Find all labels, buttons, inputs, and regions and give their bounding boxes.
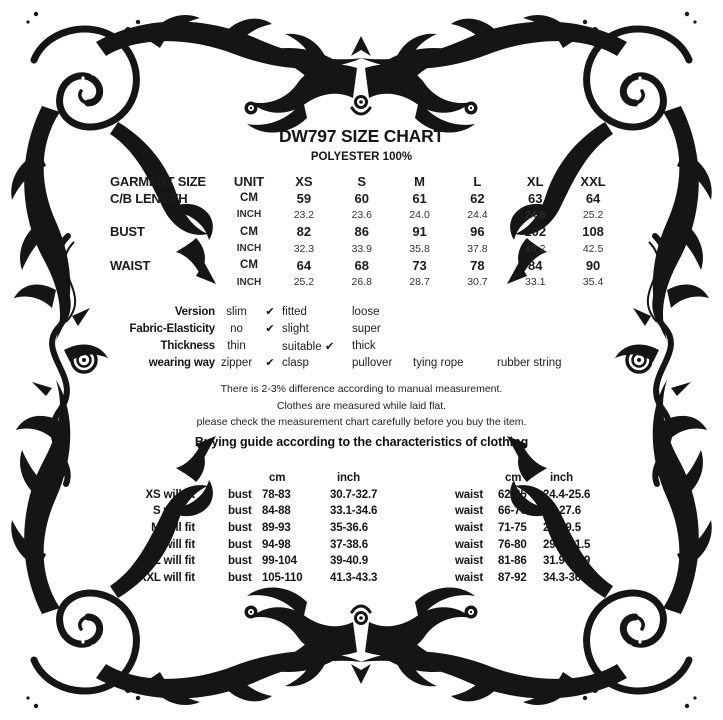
size-fit-label: XL will fit <box>146 555 195 568</box>
value-cell: 24.8 <box>525 208 546 221</box>
column-header-xl: XL <box>526 173 544 189</box>
feature-cell: tying rope <box>413 356 464 369</box>
buying-guide-heading: Buying guide according to the characteristics of clothing <box>194 434 529 449</box>
value-cell: 59 <box>296 190 312 206</box>
row-label: WAIST <box>110 257 151 273</box>
feature-cell: loose <box>352 305 380 318</box>
value-cell: 24.4 <box>467 208 488 221</box>
value-cell: 28.7 <box>409 276 430 289</box>
top-center-ornament <box>245 34 478 133</box>
waist-inch-value: 31.9-33.9 <box>543 555 591 568</box>
waist-inch-value: 28-29.5 <box>543 522 581 535</box>
buying-guide-table <box>109 470 620 586</box>
features-table <box>60 303 622 371</box>
column-header-s: S <box>357 173 367 189</box>
feature-cell: pullover <box>352 356 393 369</box>
feature-cell: no <box>230 322 243 335</box>
value-cell: 62 <box>470 190 485 206</box>
value-cell: 25.2 <box>293 276 315 289</box>
value-cell: 35.4 <box>582 276 604 289</box>
bust-cm-value: 84-88 <box>262 505 291 518</box>
size-fit-label: XS will fit <box>145 488 195 501</box>
value-cell: 23.6 <box>351 208 372 221</box>
bust-inch-value: 33.1-34.6 <box>330 505 378 518</box>
feature-cell: thin <box>227 339 246 352</box>
note-line: Clothes are measured while laid flat. <box>276 399 447 412</box>
feature-cell: zipper <box>220 356 253 369</box>
feature-label: Thickness <box>160 339 215 352</box>
waist-label: waist <box>455 555 484 568</box>
value-cell: 68 <box>354 257 369 273</box>
value-cell: 61 <box>412 190 427 206</box>
waist-inch-value: 26-27.6 <box>543 505 581 518</box>
feature-cell: slim <box>226 305 247 318</box>
bust-label: bust <box>228 522 252 535</box>
value-cell: 84 <box>528 257 543 273</box>
check-icon: ✔ <box>265 305 275 318</box>
column-header-waist-cm: cm <box>505 472 522 485</box>
column-header-garment-size: GARMENT SIZE <box>110 173 206 189</box>
value-cell: 91 <box>412 224 427 240</box>
bust-inch-value: 37-38.6 <box>330 538 368 551</box>
value-cell: 33.9 <box>351 242 372 255</box>
size-fit-label: XXL will fit <box>138 571 195 584</box>
value-cell: 64 <box>296 257 312 273</box>
bust-inch-value: 35-36.6 <box>330 522 368 535</box>
value-cell: 60 <box>354 190 369 206</box>
column-header-xs: XS <box>295 173 313 189</box>
value-cell: 73 <box>412 257 427 273</box>
size-table <box>105 173 622 291</box>
bottom-center-ornament <box>245 587 478 686</box>
feature-cell: thick <box>352 339 376 352</box>
bust-cm-value: 99-104 <box>262 555 297 568</box>
waist-inch-value: 24.4-25.6 <box>543 488 591 501</box>
row-label: BUST <box>110 224 145 240</box>
value-cell: 30.7 <box>467 276 488 289</box>
size-fit-label: L will fit <box>153 538 195 551</box>
feature-cell: slight <box>282 322 309 335</box>
waist-inch-value: 34.3-36.2 <box>543 571 591 584</box>
bust-inch-value: 30.7-32.7 <box>330 488 378 501</box>
bust-label: bust <box>228 488 252 501</box>
bust-label: bust <box>228 571 252 584</box>
unit-cell: INCH <box>236 276 262 288</box>
value-cell: 108 <box>582 224 604 240</box>
bust-label: bust <box>228 505 252 518</box>
row-label: C/B LENGTH <box>110 190 188 206</box>
column-header-l: L <box>473 173 482 189</box>
value-cell: 86 <box>354 224 369 240</box>
waist-inch-value: 29.9-31.5 <box>543 538 591 551</box>
value-cell: 40.2 <box>525 242 546 255</box>
value-cell: 96 <box>470 224 485 240</box>
measurement-notes <box>0 381 723 450</box>
value-cell: 64 <box>585 190 601 206</box>
waist-label: waist <box>455 571 484 584</box>
bust-cm-value: 105-110 <box>262 571 303 584</box>
value-cell: 82 <box>296 224 312 240</box>
column-header-bust-inch: inch <box>337 472 361 485</box>
waist-cm-value: 66-70 <box>498 505 527 518</box>
bust-cm-value: 89-93 <box>262 522 291 535</box>
value-cell: 90 <box>585 257 601 273</box>
column-header-m: M <box>414 173 425 189</box>
feature-cell: super <box>352 322 381 335</box>
waist-cm-value: 87-92 <box>498 571 527 584</box>
page-title: DW797 SIZE CHART <box>278 126 444 146</box>
value-cell: 102 <box>524 224 547 240</box>
waist-label: waist <box>455 538 484 551</box>
bust-cm-value: 94-98 <box>262 538 291 551</box>
feature-label: Version <box>174 305 215 318</box>
feature-cell-with-check: suitable ✔ <box>282 340 335 353</box>
waist-label: waist <box>455 505 484 518</box>
unit-cell: INCH <box>236 209 262 221</box>
bust-label: bust <box>228 538 252 551</box>
column-header-waist-inch: inch <box>550 472 574 485</box>
feature-cell: clasp <box>282 356 309 369</box>
value-cell: 24.0 <box>409 208 430 221</box>
waist-cm-value: 76-80 <box>498 538 527 551</box>
feature-cell: fitted <box>282 305 307 318</box>
note-line: please check the measurement chart carefully before you buy the item. <box>196 416 527 428</box>
value-cell: 25.2 <box>582 208 604 221</box>
waist-cm-value: 71-75 <box>498 522 527 535</box>
unit-cell: INCH <box>236 243 262 255</box>
waist-label: waist <box>455 522 484 535</box>
unit-cell: CM <box>240 259 258 272</box>
column-header-unit: UNIT <box>233 173 265 189</box>
waist-cm-value: 81-86 <box>498 555 527 568</box>
feature-label: Fabric-Elasticity <box>129 322 215 335</box>
column-header-bust-cm: cm <box>269 472 286 485</box>
value-cell: 63 <box>528 190 543 206</box>
value-cell: 78 <box>470 257 485 273</box>
unit-cell: CM <box>240 192 258 205</box>
check-icon: ✔ <box>265 322 275 335</box>
value-cell: 32.3 <box>293 242 315 255</box>
value-cell: 35.8 <box>409 242 430 255</box>
column-header-xxl: XXL <box>580 173 606 189</box>
feature-cell: rubber string <box>497 356 562 369</box>
unit-cell: CM <box>240 225 258 238</box>
bust-cm-value: 78-83 <box>262 488 291 501</box>
feature-label: wearing way <box>148 356 215 369</box>
size-fit-label: S will fit <box>153 505 195 518</box>
note-line: There is 2-3% difference according to manual measurement. <box>220 383 503 395</box>
bust-inch-value: 39-40.9 <box>330 555 368 568</box>
waist-cm-value: 62-65 <box>498 488 527 501</box>
size-fit-label: M will fit <box>151 522 195 535</box>
value-cell: 23.2 <box>293 208 315 221</box>
page-subtitle: POLYESTER 100% <box>310 151 413 163</box>
waist-label: waist <box>455 488 484 501</box>
value-cell: 33.1 <box>525 276 546 289</box>
check-icon: ✔ <box>265 356 275 369</box>
value-cell: 42.5 <box>582 242 604 255</box>
bust-inch-value: 41.3-43.3 <box>330 571 378 584</box>
bust-label: bust <box>228 555 252 568</box>
value-cell: 37.8 <box>467 242 488 255</box>
value-cell: 26.8 <box>351 276 372 289</box>
